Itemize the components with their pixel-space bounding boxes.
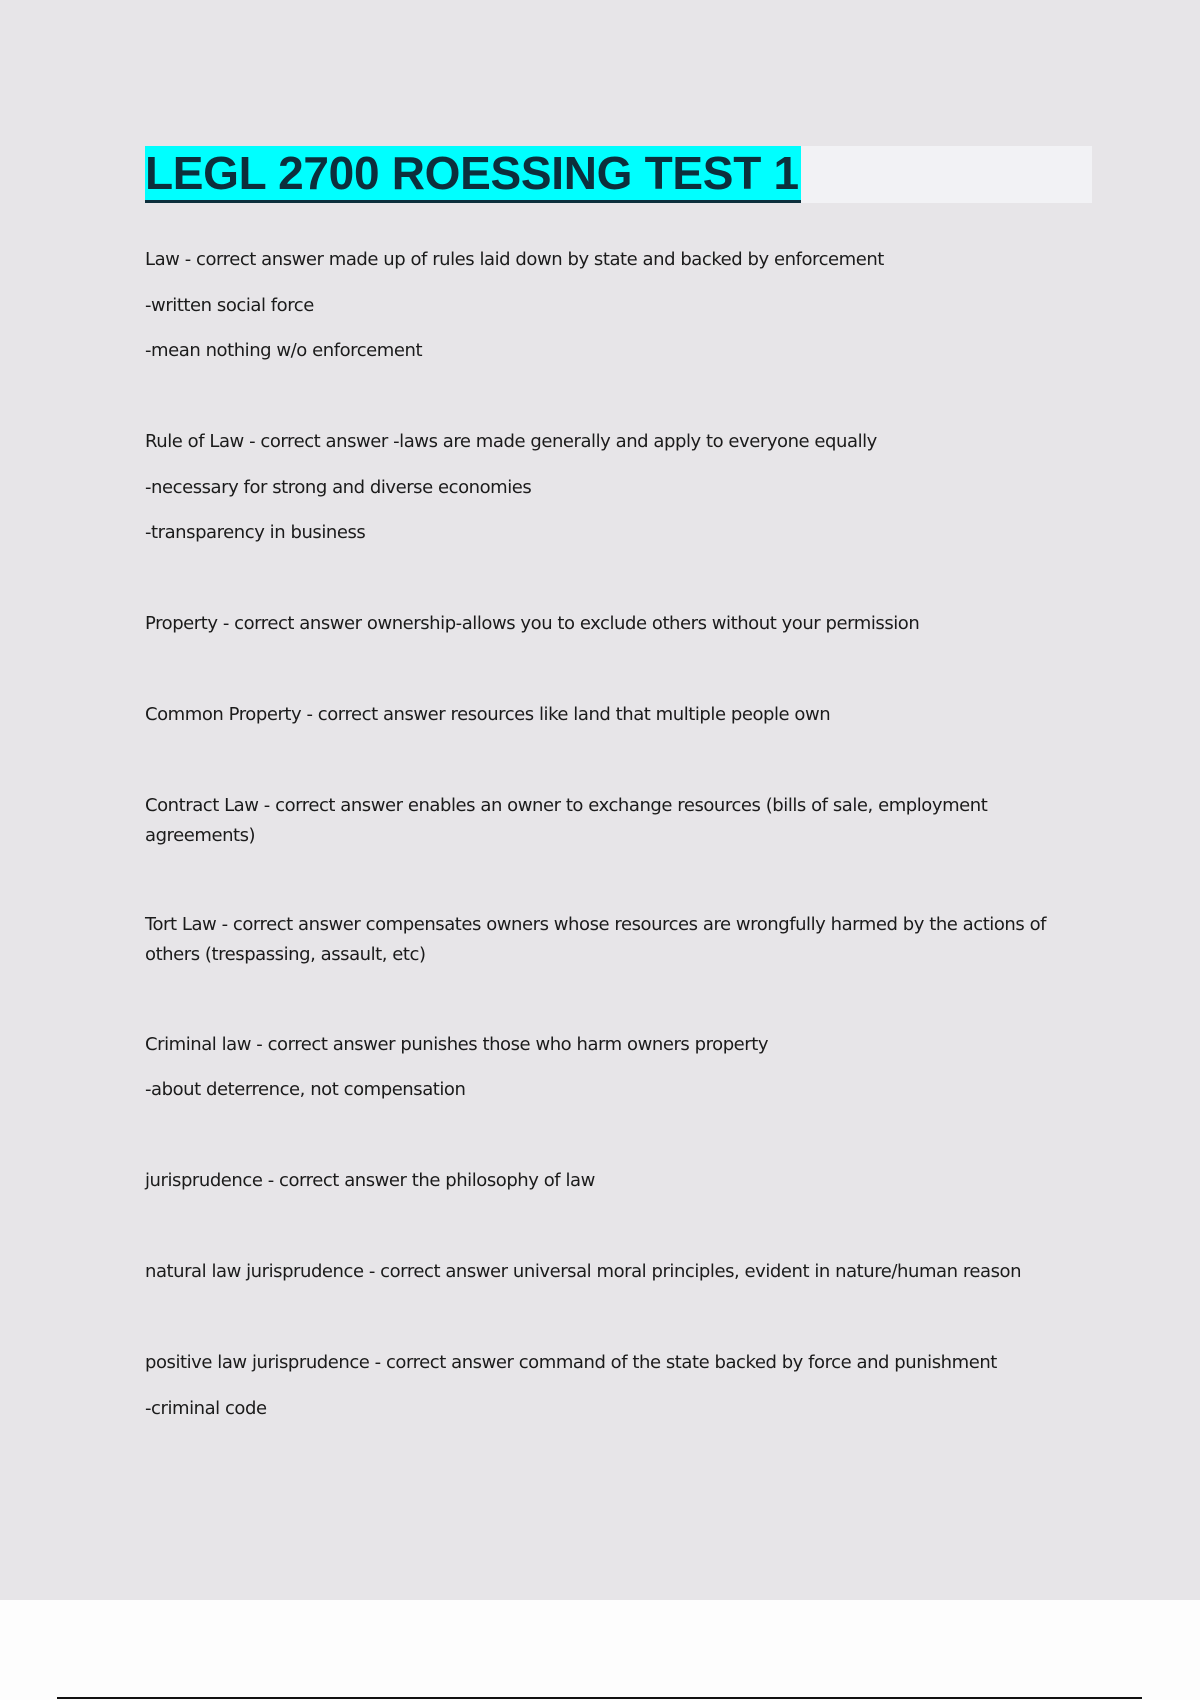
definition-jurisprudence: jurisprudence - correct answer the philosophy of law bbox=[145, 1170, 595, 1191]
note-line: -written social force bbox=[145, 295, 314, 316]
note-line: -about deterrence, not compensation bbox=[145, 1079, 466, 1100]
document-title: LEGL 2700 ROESSING TEST 1 bbox=[145, 146, 801, 203]
note-line: -criminal code bbox=[145, 1398, 267, 1419]
page-footer bbox=[0, 1600, 1200, 1700]
title-row bbox=[145, 146, 1092, 203]
note-line: -transparency in business bbox=[145, 522, 366, 543]
definition-law: Law - correct answer made up of rules laid down by state and backed by enforcement bbox=[145, 249, 884, 270]
definition-rule-of-law: Rule of Law - correct answer -laws are made generally and apply to everyone equally bbox=[145, 431, 877, 452]
definition-positive-law-jurisprudence: positive law jurisprudence - correct answer command of the state backed by force and punishment bbox=[145, 1352, 997, 1373]
definition-criminal-law: Criminal law - correct answer punishes those who harm owners property bbox=[145, 1034, 769, 1055]
footer-divider bbox=[57, 1697, 1142, 1699]
definition-common-property: Common Property - correct answer resources like land that multiple people own bbox=[145, 704, 831, 725]
note-line: -mean nothing w/o enforcement bbox=[145, 340, 423, 361]
definition-contract-law: Contract Law - correct answer enables an owner to exchange resources (bills of sale, employment agreements) bbox=[145, 795, 988, 846]
note-line: -necessary for strong and diverse economies bbox=[145, 477, 532, 498]
definition-tort-law: Tort Law - correct answer compensates owners whose resources are wrongfully harmed by the actions of others (trespassing, assault, etc) bbox=[145, 914, 1047, 965]
definition-property: Property - correct answer ownership-allows you to exclude others without your permission bbox=[145, 613, 920, 634]
definition-natural-law-jurisprudence: natural law jurisprudence - correct answer universal moral principles, evident in nature/human reason bbox=[145, 1261, 1022, 1282]
